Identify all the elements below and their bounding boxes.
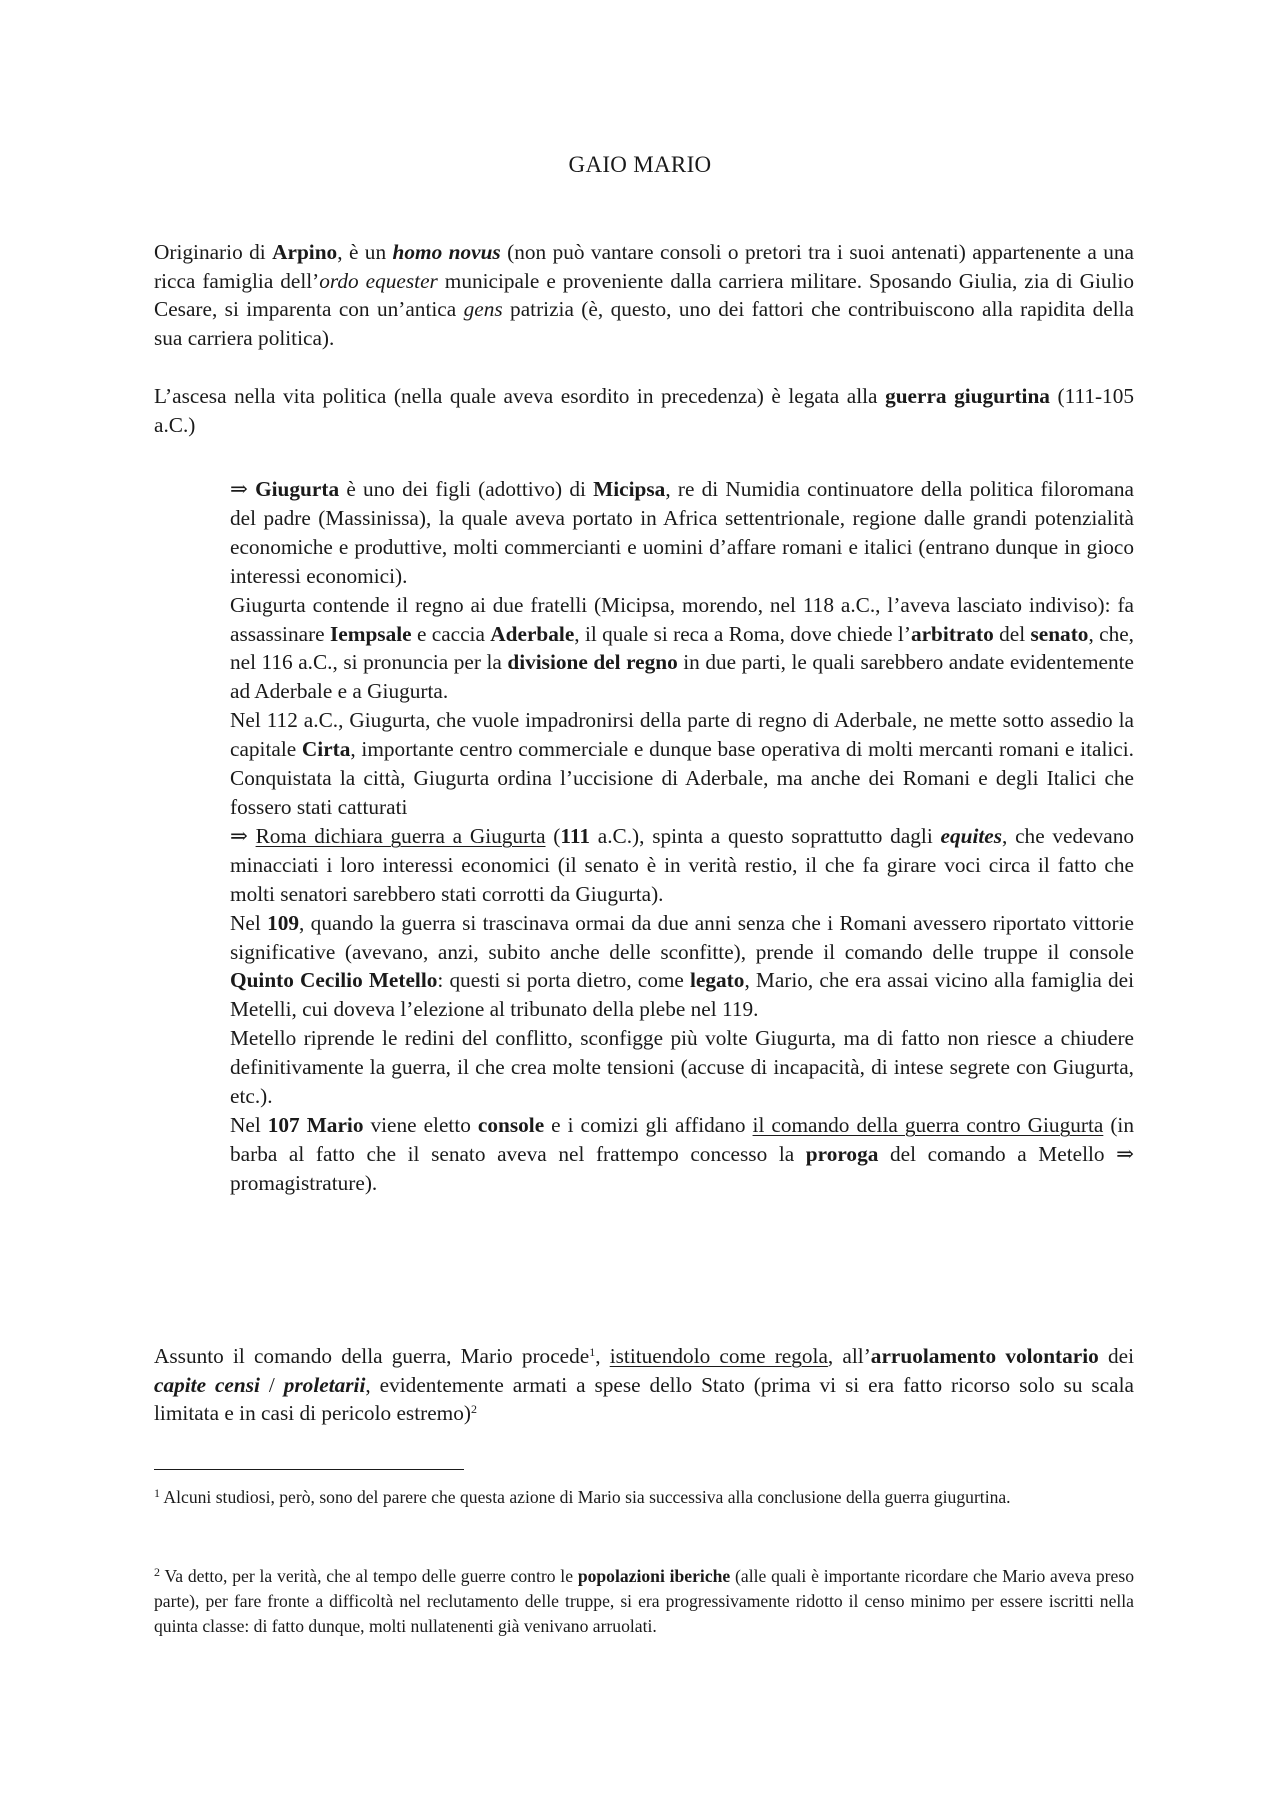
text-run: , importante centro commerciale e dunque base operativa di molti mercanti romani e italici. Conquistata la città, Giugurta ordina l’uccisione di Aderbale, ma anche dei Romani e degli Italici che fossero stati catturati bbox=[230, 737, 1134, 819]
text-run: (in barba al fatto che il senato aveva nel frattempo concesso la bbox=[230, 1112, 1134, 1166]
paragraph-mario-consul bbox=[230, 1111, 1134, 1198]
underlined-as-rule: istituendolo come regola bbox=[609, 1344, 828, 1368]
bold-cirta: Cirta bbox=[301, 737, 351, 762]
bold-italic-proletarii: proletarii bbox=[283, 1372, 366, 1397]
text-run: L’ascesa nella vita politica (nella quale aveva esordito in precedenza) è legata alla bbox=[154, 384, 886, 408]
bold-senato: senato bbox=[1030, 621, 1089, 646]
text-run: e caccia bbox=[411, 621, 491, 646]
text-run: , che vedevano minacciati i loro interessi economici (il senato è in verità restio, il che fa girare voci circa il fatto che molti senatori sarebbero stati corrotti da Giugurta). bbox=[230, 823, 1134, 906]
text-run: (non può vantare consoli o pretori tra i suoi antenati) appartenente a una ricca famiglia dell’ bbox=[154, 240, 1135, 293]
footnote-mark: 2 bbox=[154, 1565, 160, 1579]
arrow-symbol: ⇒ bbox=[230, 823, 256, 848]
bold-arpino: Arpino bbox=[272, 240, 338, 264]
text-run: e i comizi gli affidano bbox=[544, 1112, 753, 1137]
bold-micipsa: Micipsa bbox=[593, 477, 666, 501]
italic-gens: gens bbox=[463, 297, 503, 322]
text-run: a.C.), spinta a questo soprattutto dagli bbox=[590, 823, 941, 848]
text-run: in due parti, le quali sarebbero andate evidentemente ad Aderbale e a Giugurta. bbox=[230, 650, 1134, 704]
text-run: , il quale si reca a Roma, dove chiede l’ bbox=[574, 621, 911, 646]
text-run: (alle quali è importante ricordare che Mario aveva preso parte), per fare fronte a difficoltà nel reclutamento delle truppe, si era progressivamente ridotto il censo minimo per essere iscritti nella quinta classe: di fatto dunque, molti nullatenenti già venivano arruolati. bbox=[154, 1566, 1134, 1636]
footnote-mark: 1 bbox=[154, 1486, 160, 1500]
bold-guerra-giugurtina: guerra giugurtina bbox=[885, 384, 1050, 408]
text-run: , bbox=[595, 1344, 610, 1368]
bold-aderbale: Aderbale bbox=[490, 621, 575, 646]
footnote-ref-2[interactable]: 2 bbox=[470, 1402, 477, 1417]
paragraph-metello-command bbox=[230, 909, 1134, 1025]
text-run: patrizia (è, questo, uno dei fattori che contribuiscono alla rapidita della sua carriera politica). bbox=[154, 297, 1135, 350]
italic-ordo-equester: ordo equester bbox=[319, 268, 438, 293]
bold-italic-capite-censi: capite censi bbox=[154, 1372, 260, 1397]
underlined-command-of-war: il comando della guerra contro Giugurta bbox=[752, 1112, 1104, 1137]
underlined-war-declaration: Roma dichiara guerra a Giugurta bbox=[255, 823, 546, 848]
text-run: è uno dei figli (adottivo) di bbox=[339, 477, 594, 501]
text-run: Originario di bbox=[154, 240, 273, 264]
bold-proroga: proroga bbox=[805, 1141, 879, 1166]
arrow-symbol: ⇒ bbox=[230, 477, 256, 501]
bold-console: console bbox=[477, 1112, 545, 1137]
paragraph-kingdom-contest bbox=[230, 591, 1134, 707]
text-run: , all’ bbox=[827, 1344, 871, 1368]
text-run: municipale e proveniente dalla carriera militare. Sposando Giulia, zia di Giulio Cesare, si imparenta con un’antica bbox=[154, 268, 1134, 322]
text-run: (111-105 a.C.) bbox=[154, 384, 1135, 437]
paragraph-giugurta-origin bbox=[230, 475, 1134, 591]
text-run: ( bbox=[545, 823, 561, 848]
text-run: Va detto, per la verità, che al tempo delle guerre contro le bbox=[160, 1566, 578, 1586]
text-run: , evidentemente armati a spese dello Stato (prima vi si era fatto ricorso solo su scala limitata e in casi di pericolo estremo) bbox=[154, 1372, 1134, 1426]
text-run: Nel 112 a.C., Giugurta, che vuole impadronirsi della parte di regno di Aderbale, ne mette sotto assedio la capitale bbox=[230, 708, 1134, 762]
text-run: Nel bbox=[230, 1112, 268, 1137]
footnote-1 bbox=[154, 1485, 1134, 1510]
bold-italic-homo-novus: homo novus bbox=[392, 240, 501, 264]
bold-giugurta: Giugurta bbox=[255, 477, 340, 501]
text-run: : questi si porta dietro, come bbox=[437, 968, 691, 993]
bold-year-111: 111 bbox=[560, 823, 590, 848]
bold-year-109: 109 bbox=[267, 910, 300, 935]
bold-italic-equites: equites bbox=[940, 823, 1003, 848]
text-run: , Mario, che era assai vicino alla famiglia dei Metelli, cui doveva l’elezione al tribunato della plebe nel 119. bbox=[230, 968, 1134, 1022]
text-run: , quando la guerra si trascinava ormai da due anni senza che i Romani avessero riportato vittorie significative (avevano, anzi, subito anche delle sconfitte), prende il comando delle truppe il console bbox=[230, 910, 1135, 964]
page-title: GAIO MARIO bbox=[568, 152, 712, 177]
footnote-ref-1[interactable]: 1 bbox=[589, 1345, 596, 1359]
text-run: Assunto il comando della guerra, Mario procede bbox=[154, 1344, 590, 1368]
text-run: Giugurta contende il regno ai due fratelli (Micipsa, morendo, nel 118 a.C., l’aveva lasciato indiviso): fa assassinare bbox=[230, 592, 1134, 646]
text-run: , re di Numidia continuatore della politica filoromana del padre (Massinissa), la quale aveva portato in Africa settentrionale, regione dalle grandi potenzialità economiche e produttive, molti commercianti e uomini d’affare romani e italici (entrano dunque in gioco interessi economici). bbox=[230, 477, 1134, 588]
paragraph-metello-conflict: Metello riprende le redini del conflitto, sconfigge più volte Giugurta, ma di fatto non riesce a chiudere definitivamente la guerra, il che crea molte tensioni (accuse di incapacità, di intese segrete con Giugurta, etc.). bbox=[230, 1026, 1134, 1109]
bold-popolazioni-iberiche: popolazioni iberiche bbox=[577, 1566, 731, 1586]
text-run: , che, nel 116 a.C., si pronuncia per la bbox=[230, 621, 1134, 675]
footnote-2 bbox=[154, 1564, 1134, 1639]
bold-iempsale: Iempsale bbox=[329, 621, 412, 646]
paragraph-war-declared bbox=[230, 822, 1134, 909]
paragraph-political-ascent bbox=[154, 382, 1134, 439]
paragraph-siege-cirta bbox=[230, 706, 1134, 822]
bold-quinto-cecilio-metello: Quinto Cecilio Metello bbox=[230, 968, 438, 993]
footnote-text: Alcuni studiosi, però, sono del parere che questa azione di Mario sia successiva alla conclusione della guerra giugurtina. bbox=[160, 1487, 1011, 1507]
text-run: del comando a Metello ⇒ promagistrature). bbox=[230, 1141, 1134, 1195]
text-run: / bbox=[259, 1372, 284, 1397]
bold-107-mario: 107 Mario bbox=[267, 1112, 364, 1137]
text-run: viene eletto bbox=[363, 1112, 478, 1137]
bold-divisione-del-regno: divisione del regno bbox=[507, 650, 678, 675]
text-run: dei bbox=[1098, 1344, 1134, 1368]
bold-arbitrato: arbitrato bbox=[910, 621, 994, 646]
footnote-separator bbox=[154, 1469, 464, 1470]
bold-arruolamento-volontario: arruolamento volontario bbox=[870, 1344, 1099, 1368]
text-run: , è un bbox=[337, 240, 393, 264]
paragraph-origins bbox=[154, 238, 1134, 352]
bold-legato: legato bbox=[690, 968, 745, 993]
paragraph-volunteer-recruitment bbox=[154, 1342, 1134, 1428]
indented-block-jugurthine-war bbox=[230, 475, 1134, 1198]
text-run: Nel bbox=[230, 910, 268, 935]
text-run: del bbox=[993, 621, 1031, 646]
